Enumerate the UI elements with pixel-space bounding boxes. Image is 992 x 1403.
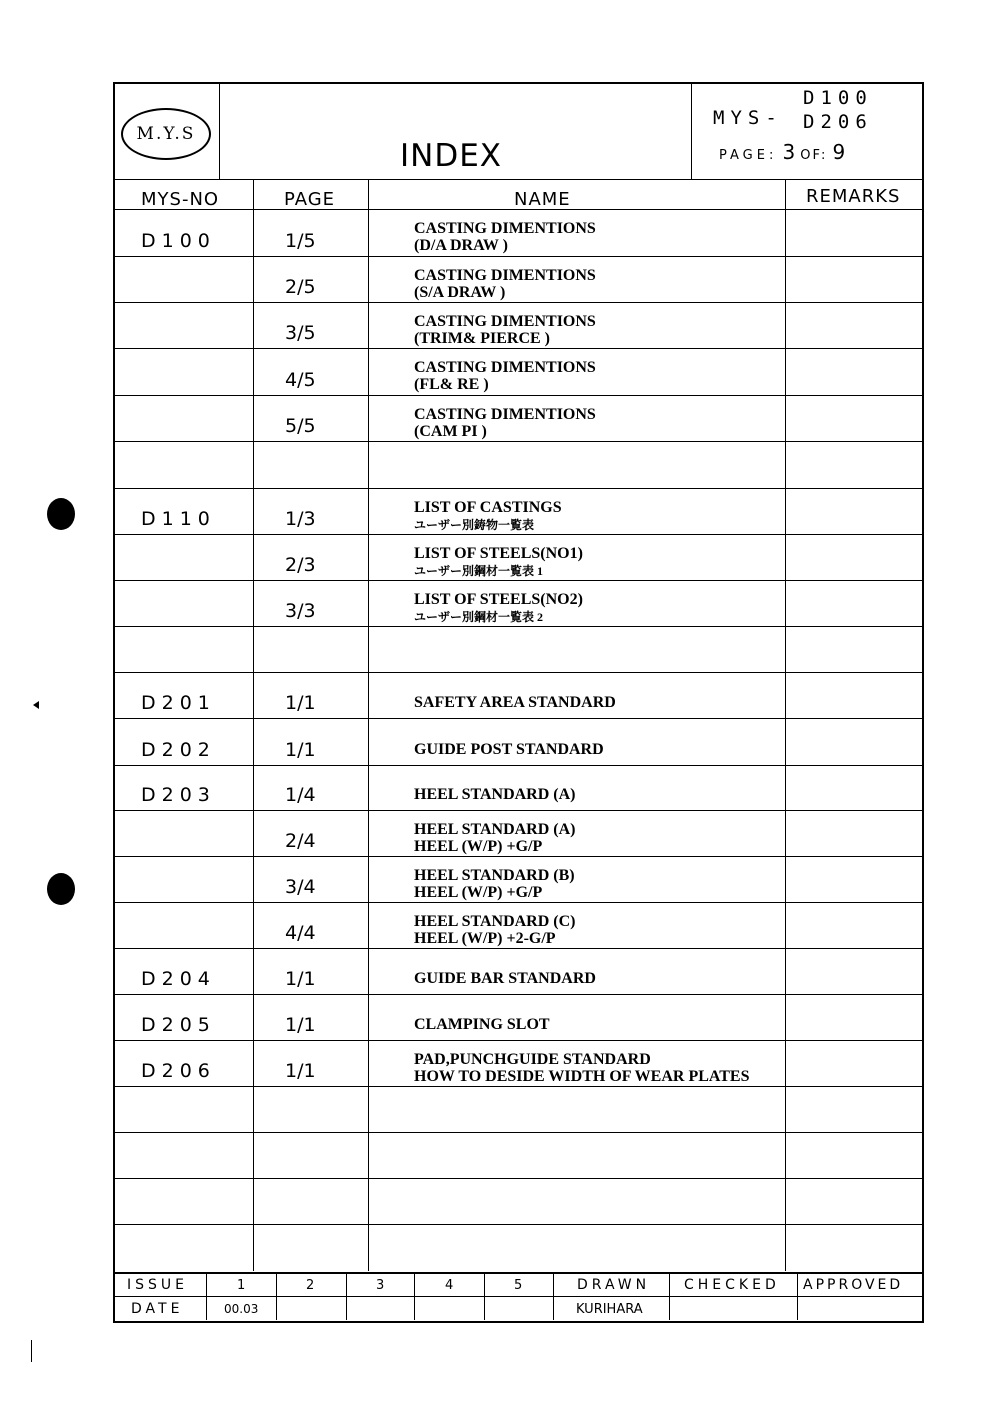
row-name-sub: (TRIM& PIERCE ) xyxy=(414,330,550,347)
footer-divider xyxy=(484,1272,485,1320)
col-line-1 xyxy=(253,180,254,1271)
row-name-sub: ユーザー別鋼材一覧表 1 xyxy=(414,564,544,578)
row-name: CASTING DIMENTIONS xyxy=(414,406,596,423)
row-page: 1/1 xyxy=(285,968,316,990)
scan-mark xyxy=(33,701,39,709)
footer-divider xyxy=(206,1272,207,1320)
row-page: 2/4 xyxy=(285,830,316,852)
row-separator xyxy=(115,765,922,766)
drawn-label: DRAWN xyxy=(577,1277,651,1293)
row-separator xyxy=(115,1132,922,1133)
logo-text: M.Y.S xyxy=(136,124,196,144)
row-separator xyxy=(115,718,922,719)
row-page: 3/3 xyxy=(285,600,316,622)
row-page: 1/5 xyxy=(285,230,316,252)
column-header-remarks: REMARKS xyxy=(806,186,901,207)
column-header-name: NAME xyxy=(514,189,571,210)
footer-divider xyxy=(276,1272,277,1320)
row-separator xyxy=(115,1224,922,1225)
row-name: CLAMPING SLOT xyxy=(414,1016,550,1033)
punch-hole-mark-top xyxy=(47,498,75,530)
date-label: DATE xyxy=(131,1301,184,1317)
row-page: 1/1 xyxy=(285,1014,316,1036)
issue-4: 4 xyxy=(445,1278,454,1293)
row-page: 2/3 xyxy=(285,554,316,576)
row-separator xyxy=(115,534,922,535)
approved-label: APPROVED xyxy=(803,1277,904,1293)
row-name: HEEL STANDARD (A) xyxy=(414,786,576,803)
row-name-sub: ユーザー別鋼材一覧表 2 xyxy=(414,610,544,624)
row-page: 5/5 xyxy=(285,415,316,437)
column-header-page: PAGE xyxy=(284,189,336,210)
page-number: 3 xyxy=(782,140,796,164)
row-mys-no: D204 xyxy=(141,968,216,990)
row-name-sub: (FL& RE ) xyxy=(414,376,489,393)
issue-5: 5 xyxy=(514,1278,523,1293)
issue-1: 1 xyxy=(237,1278,246,1293)
row-page: 3/4 xyxy=(285,876,316,898)
row-separator xyxy=(115,302,922,303)
page-title: INDEX xyxy=(400,138,503,174)
header-bottom-line xyxy=(115,179,922,180)
row-separator xyxy=(115,580,922,581)
row-page: 4/5 xyxy=(285,369,316,391)
row-name: LIST OF STEELS(NO1) xyxy=(414,545,583,562)
header-divider-left xyxy=(219,84,220,180)
row-separator xyxy=(115,856,922,857)
row-page: 1/1 xyxy=(285,1060,316,1082)
footer-top-line xyxy=(115,1272,922,1274)
row-page: 1/4 xyxy=(285,784,316,806)
doc-range-bottom: D206 xyxy=(803,111,873,133)
doc-range-top: D100 xyxy=(803,87,873,109)
footer-mid-line xyxy=(115,1296,922,1297)
column-header-mys-no: MYS-NO xyxy=(141,189,220,210)
row-name: HEEL STANDARD (C) xyxy=(414,913,576,930)
punch-hole-mark-bottom xyxy=(47,873,75,905)
row-separator xyxy=(115,994,922,995)
row-name: GUIDE BAR STANDARD xyxy=(414,970,596,987)
issue-3: 3 xyxy=(376,1278,385,1293)
row-mys-no: D202 xyxy=(141,739,216,761)
row-name-sub: (S/A DRAW ) xyxy=(414,284,506,301)
page-of-label: OF: xyxy=(800,148,828,163)
row-separator xyxy=(115,395,922,396)
row-name: CASTING DIMENTIONS xyxy=(414,359,596,376)
row-name: CASTING DIMENTIONS xyxy=(414,313,596,330)
issue-2: 2 xyxy=(306,1278,315,1293)
row-separator xyxy=(115,488,922,489)
row-name: HEEL STANDARD (A) xyxy=(414,821,576,838)
row-separator xyxy=(115,441,922,442)
row-mys-no: D100 xyxy=(141,230,216,252)
row-separator xyxy=(115,1178,922,1179)
row-separator xyxy=(115,256,922,257)
issue-1-date: 00.03 xyxy=(224,1302,259,1316)
row-name: CASTING DIMENTIONS xyxy=(414,267,596,284)
row-name-sub: HEEL (W/P) +2-G/P xyxy=(414,930,556,947)
row-mys-no: D206 xyxy=(141,1060,216,1082)
page-indicator xyxy=(719,140,845,164)
page-label: PAGE: xyxy=(719,148,778,163)
row-name: LIST OF STEELS(NO2) xyxy=(414,591,583,608)
mys-logo xyxy=(121,108,211,160)
row-mys-no: D110 xyxy=(141,508,216,530)
footer-divider xyxy=(414,1272,415,1320)
col-line-3 xyxy=(785,180,786,1271)
row-name-sub: ユーザー別鋳物一覧表 xyxy=(414,518,535,532)
row-name-sub: HEEL (W/P) +G/P xyxy=(414,838,543,855)
row-page: 2/5 xyxy=(285,276,316,298)
row-page: 1/1 xyxy=(285,739,316,761)
row-separator xyxy=(115,1040,922,1041)
row-separator xyxy=(115,948,922,949)
row-page: 1/1 xyxy=(285,692,316,714)
footer-divider xyxy=(797,1272,798,1320)
row-name-sub: HEEL (W/P) +G/P xyxy=(414,884,543,901)
row-page: 3/5 xyxy=(285,322,316,344)
footer-divider xyxy=(346,1272,347,1320)
issue-label: ISSUE xyxy=(127,1277,188,1293)
footer-divider xyxy=(553,1272,554,1320)
row-mys-no: D203 xyxy=(141,784,216,806)
row-name: GUIDE POST STANDARD xyxy=(414,741,604,758)
row-separator xyxy=(115,626,922,627)
row-separator xyxy=(115,1086,922,1087)
row-mys-no: D201 xyxy=(141,692,216,714)
row-mys-no: D205 xyxy=(141,1014,216,1036)
row-name: LIST OF CASTINGS xyxy=(414,499,562,516)
row-page: 4/4 xyxy=(285,922,316,944)
scan-mark-line xyxy=(31,1340,32,1362)
row-separator xyxy=(115,902,922,903)
header-divider-right xyxy=(691,84,692,180)
footer-divider xyxy=(669,1272,670,1320)
page-total: 9 xyxy=(832,140,846,164)
drawn-by: KURIHARA xyxy=(576,1302,643,1317)
row-page: 1/3 xyxy=(285,508,316,530)
checked-label: CHECKED xyxy=(684,1277,780,1293)
row-name: CASTING DIMENTIONS xyxy=(414,220,596,237)
doc-prefix: MYS- xyxy=(713,107,783,129)
row-separator xyxy=(115,672,922,673)
row-name-sub: (CAM PI ) xyxy=(414,423,487,440)
col-line-2 xyxy=(368,180,369,1271)
row-name: SAFETY AREA STANDARD xyxy=(414,694,616,711)
row-separator xyxy=(115,810,922,811)
row-name: HEEL STANDARD (B) xyxy=(414,867,575,884)
row-name: PAD,PUNCHGUIDE STANDARD xyxy=(414,1051,651,1068)
row-name-sub: HOW TO DESIDE WIDTH OF WEAR PLATES xyxy=(414,1068,750,1085)
row-separator xyxy=(115,348,922,349)
row-name-sub: (D/A DRAW ) xyxy=(414,237,508,254)
